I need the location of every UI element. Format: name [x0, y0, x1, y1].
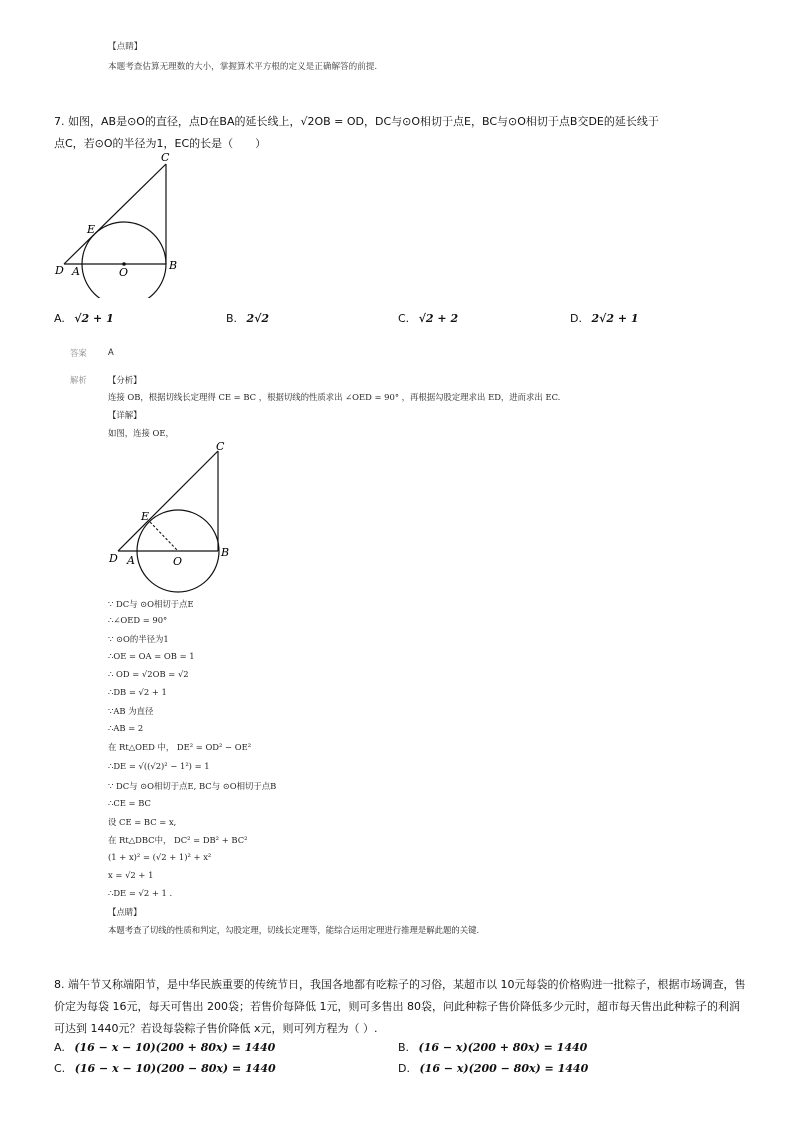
option-key: A. [54, 1041, 65, 1054]
label-d: D [109, 552, 118, 565]
q8-option-c[interactable] [54, 1062, 276, 1075]
label-o: O [119, 266, 129, 279]
top-tip-heading: 【点睛】 [108, 42, 143, 52]
step: ∴ OD = √2OB = √2 [108, 669, 189, 679]
step: 设 CE = BC = x, [108, 817, 177, 827]
q7-stem-line1: 7. 如图，AB是⊙O的直径，点D在BA的延长线上，√2OB = OD，DC与⊙O相切于点E，BC与⊙O相切于点B交DE的延长线于 [54, 115, 659, 128]
step: x = √2 + 1 [108, 870, 154, 880]
option-text: (16 − x − 10)(200 + 80x) = 1440 [74, 1041, 276, 1054]
answer-value: A [108, 347, 114, 357]
option-key: D. [570, 312, 582, 325]
label-d: D [55, 264, 64, 277]
label-c: C [216, 440, 225, 453]
option-text: √2 + 1 [74, 312, 114, 325]
option-key: C. [54, 1062, 66, 1075]
option-key: B. [226, 312, 238, 325]
step: ∴∠OED = 90° [108, 615, 168, 625]
analysis-text: 连接 OB，根据切线长定理得 CE = BC ，根据切线的性质求出 ∠OED = 90° ，再根据勾股定理求出 ED，进而求出 EC. [108, 392, 561, 402]
line-dc [118, 451, 218, 551]
tip-text: 本题考查了切线的性质和判定，勾股定理，切线长定理等，能综合运用定理进行推理是解此题的关键. [108, 925, 480, 935]
label-e: E [141, 510, 150, 523]
option-text: 2√2 + 1 [591, 312, 639, 325]
option-key: A. [54, 312, 65, 325]
step: ∵ DC与 ⊙O相切于点E, BC与 ⊙O相切于点B [108, 781, 277, 791]
option-text: (16 − x)(200 + 80x) = 1440 [418, 1041, 588, 1054]
label-c: C [161, 151, 170, 164]
step: ∵ ⊙O的半径为1 [108, 634, 169, 644]
option-text: (16 − x − 10)(200 − 80x) = 1440 [74, 1062, 276, 1075]
q7-option-c[interactable] [398, 312, 458, 325]
label-a: A [72, 265, 80, 278]
step: ∴CE = BC [108, 798, 151, 808]
step: (1 + x)² = (√2 + 1)² + x² [108, 852, 212, 862]
q7-option-a[interactable] [54, 312, 114, 325]
step: 在 Rt△DBC中， DC² = DB² + BC² [108, 835, 248, 845]
answer-label: 答案 [70, 348, 87, 358]
analysis-heading: 【分析】 [108, 375, 142, 385]
q8-option-d[interactable] [398, 1062, 588, 1075]
top-tip-text: 本题考查估算无理数的大小，掌握算术平方根的定义是正确解答的前提. [108, 62, 378, 72]
label-a: A [127, 554, 135, 567]
step: 在 Rt△OED 中， DE² = OD² − OE² [108, 742, 252, 752]
option-text: (16 − x)(200 − 80x) = 1440 [419, 1062, 589, 1075]
q8-line1: 8. 端午节又称端阳节，是中华民族重要的传统节日，我国各地都有吃粽子的习俗，某超市以 10元每袋的价格购进一批粽子，根据市场调查，售 [54, 978, 746, 991]
option-key: D. [398, 1062, 410, 1075]
q7-stem-line2: 点C，若⊙O的半径为1，EC的长是（ ） [54, 137, 267, 150]
detail-heading: 【详解】 [108, 410, 142, 420]
q7-option-d[interactable] [570, 312, 639, 325]
q8-line2: 价定为每袋 16元，每天可售出 200袋；若售价每降低 1元，则可多售出 80袋，问此种粽子售价降低多少元时，超市每天售出此种粽子的利润 [54, 1000, 740, 1013]
option-text: √2 + 2 [418, 312, 459, 325]
q8-line3: 可达到 1440元？若设每袋粽子售价降低 x元，则可列方程为（ ）. [54, 1022, 378, 1035]
step: ∴DB = √2 + 1 [108, 687, 167, 697]
analysis-label: 解析 [70, 375, 87, 385]
q7-option-b[interactable] [226, 312, 269, 325]
step: ∵ DC与 ⊙O相切于点E [108, 599, 194, 609]
step: ∴DE = √((√2)² − 1²) = 1 [108, 761, 210, 771]
q8-option-a[interactable] [54, 1041, 275, 1054]
label-e: E [87, 223, 96, 236]
line-oe-dashed [150, 522, 178, 551]
step: ∴OE = OA = OB = 1 [108, 651, 195, 661]
label-o: O [173, 555, 183, 568]
step: ∴AB = 2 [108, 723, 144, 733]
detail-intro: 如图，连接 OE， [108, 428, 174, 438]
step: ∴DE = √2 + 1 . [108, 888, 173, 898]
tip-heading: 【点睛】 [108, 907, 142, 917]
option-key: C. [398, 312, 410, 325]
line-dc [64, 164, 166, 264]
label-b: B [221, 546, 230, 559]
q7-figure [50, 148, 190, 298]
q8-option-b[interactable] [398, 1041, 587, 1054]
option-text: 2√2 [246, 312, 270, 325]
label-b: B [169, 259, 178, 272]
step: ∵AB 为直径 [108, 706, 154, 716]
solution-figure [100, 438, 250, 598]
option-key: B. [398, 1041, 410, 1054]
